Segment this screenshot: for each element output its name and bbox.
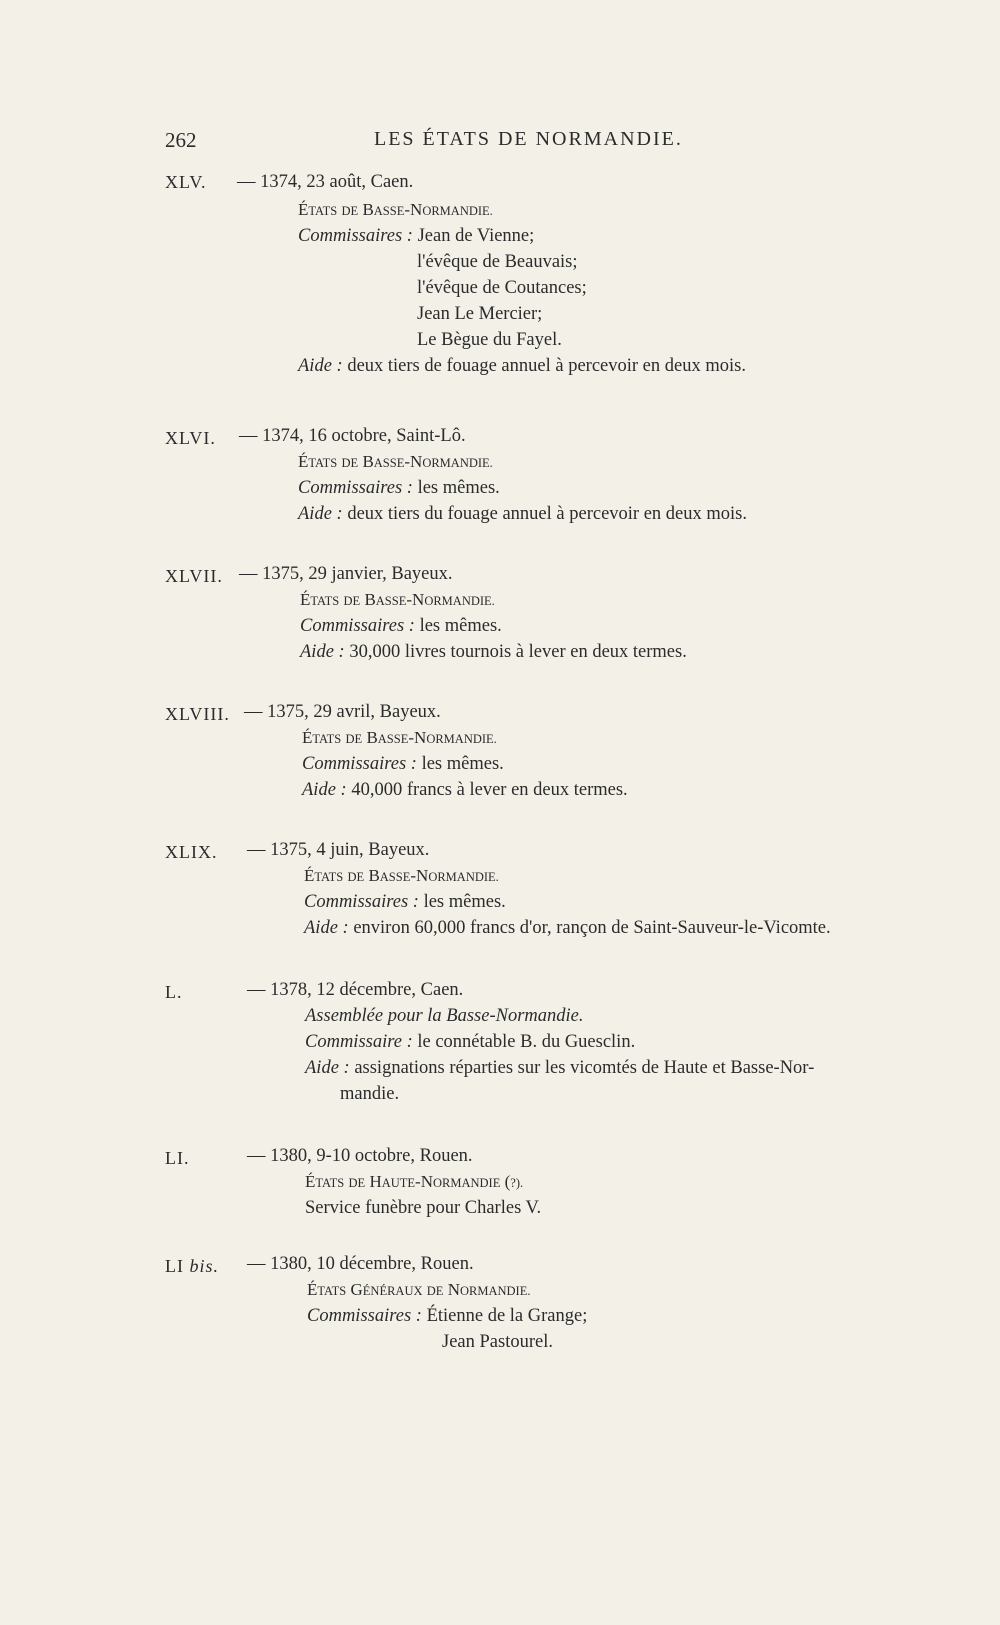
aid-label: Aide : [304, 918, 349, 938]
aid-line [302, 778, 628, 802]
entry-number: XLVI. [165, 428, 216, 448]
entry-number: XLVIII. [165, 704, 230, 724]
entry-assembly: ÉTATS DE BASSE-NORMANDIE. [298, 200, 493, 219]
aid-text: deux tiers du fouage annuel à percevoir en deux mois. [347, 504, 747, 524]
entry-note: Service funèbre pour Charles V. [305, 1198, 542, 1218]
aid-line [300, 640, 687, 664]
entry-assembly: ÉTATS DE BASSE-NORMANDIE. [302, 728, 497, 747]
aid-text: 40,000 francs à lever en deux termes. [351, 780, 628, 800]
entry-number: XLVII. [165, 566, 223, 586]
commissioners-label: Commissaires : [298, 478, 413, 498]
aid-label: Aide : [298, 356, 343, 376]
page-number: 262 [165, 128, 197, 152]
commissioner: Étienne de la Grange; [426, 1306, 588, 1326]
commissioner: Jean Pastourel. [442, 1332, 553, 1352]
entry-assembly: ÉTATS DE BASSE-NORMANDIE. [304, 866, 499, 885]
aid-label: Aide : [305, 1058, 350, 1078]
commissioners-label: Commissaire : [305, 1032, 413, 1052]
entry-assembly: ÉTATS GÉNÉRAUX DE NORMANDIE. [307, 1280, 531, 1299]
aid-text: environ 60,000 francs d'or, rançon de Saint-Sauveur-le-Vicomte. [353, 918, 831, 938]
entry-number: LI bis. [165, 1256, 220, 1276]
entry-assembly: Assemblée pour la Basse-Normandie. [305, 1006, 584, 1026]
running-title: LES ÉTATS DE NORMANDIE. [374, 128, 683, 150]
entry-date: — 1378, 12 décembre, Caen. [247, 980, 464, 1000]
commissioners-label: Commissaires : [304, 892, 419, 912]
entry-date: — 1375, 29 janvier, Bayeux. [239, 564, 453, 584]
aid-line [305, 1056, 814, 1080]
page-header [165, 128, 865, 162]
aid-line [298, 502, 747, 526]
entry-date: — 1375, 4 juin, Bayeux. [247, 840, 430, 860]
commissioners-text: les mêmes. [419, 616, 502, 636]
commissioner: l'évêque de Coutances; [417, 278, 587, 298]
entry-date: — 1374, 16 octobre, Saint-Lô. [239, 426, 466, 446]
entry-date: — 1380, 10 décembre, Rouen. [247, 1254, 474, 1274]
commissioners-line [298, 476, 500, 500]
commissioner: Jean Le Mercier; [417, 304, 543, 324]
aid-line [304, 916, 831, 940]
aid-label: Aide : [300, 642, 345, 662]
aid-text-continued: mandie. [340, 1084, 400, 1104]
commissioners-text: les mêmes. [423, 892, 506, 912]
entry-assembly: ÉTATS DE HAUTE-NORMANDIE (?). [305, 1172, 524, 1191]
commissioners-line [298, 224, 534, 248]
aid-line [298, 354, 746, 378]
entry-assembly: ÉTATS DE BASSE-NORMANDIE. [300, 590, 495, 609]
aid-label: Aide : [302, 780, 347, 800]
commissioners-line [300, 614, 502, 638]
entry-date: — 1374, 23 août, Caen. [237, 172, 414, 192]
commissioners-text: le connétable B. du Guesclin. [417, 1032, 636, 1052]
aid-text: assignations réparties sur les vicomtés de Haute et Basse-Nor- [354, 1058, 815, 1078]
entry-number: XLV. [165, 172, 207, 192]
commissioners-text: les mêmes. [421, 754, 504, 774]
commissioner: Le Bègue du Fayel. [417, 330, 562, 350]
aid-text: deux tiers de fouage annuel à percevoir en deux mois. [347, 356, 746, 376]
entry-date: — 1375, 29 avril, Bayeux. [244, 702, 441, 722]
commissioners-line [302, 752, 504, 776]
commissioners-label: Commissaires : [300, 616, 415, 636]
commissioners-label: Commissaires : [307, 1306, 422, 1326]
aid-label: Aide : [298, 504, 343, 524]
commissioners-label: Commissaires : [302, 754, 417, 774]
commissioner: l'évêque de Beauvais; [417, 252, 578, 272]
commissioner: Jean de Vienne; [417, 226, 535, 246]
aid-text: 30,000 livres tournois à lever en deux termes. [349, 642, 687, 662]
commissioners-line [305, 1030, 635, 1054]
commissioners-line [304, 890, 506, 914]
entry-assembly: ÉTATS DE BASSE-NORMANDIE. [298, 452, 493, 471]
commissioners-line [307, 1304, 587, 1328]
entry-number: XLIX. [165, 842, 218, 862]
commissioners-text: les mêmes. [417, 478, 500, 498]
commissioners-label: Commissaires : [298, 226, 413, 246]
entry-number: LI. [165, 1148, 190, 1168]
entry-date: — 1380, 9-10 octobre, Rouen. [247, 1146, 473, 1166]
entry-number: L. [165, 982, 183, 1002]
